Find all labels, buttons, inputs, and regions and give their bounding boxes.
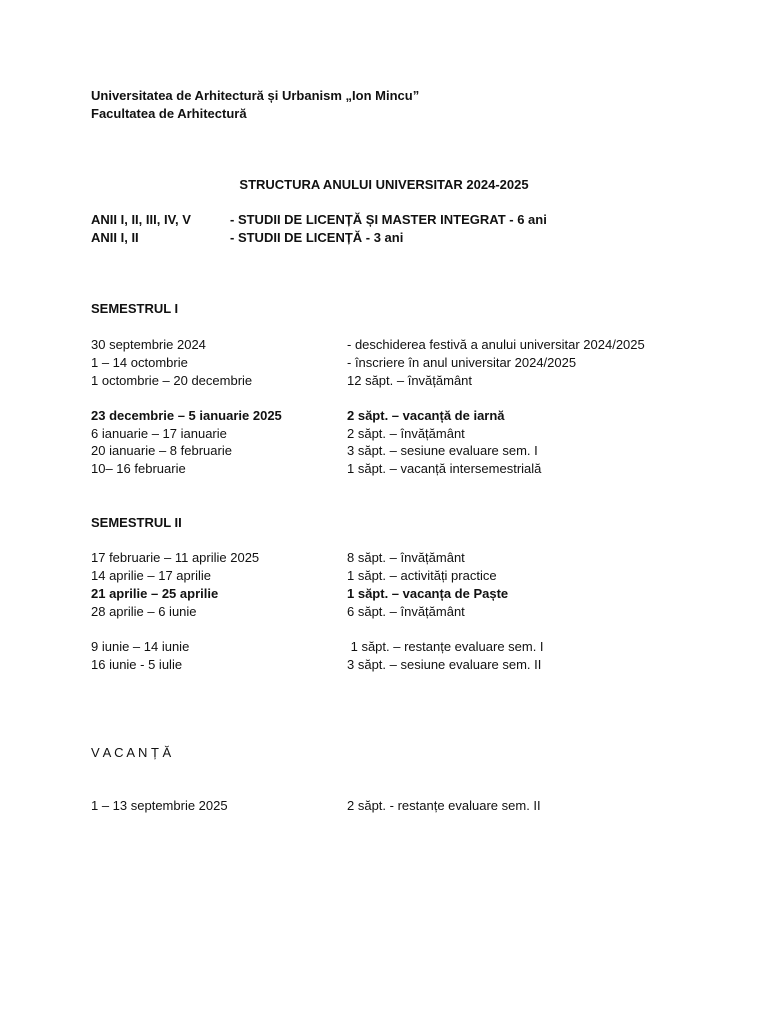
schedule-activity: 1 săpt. – vacanță intersemestrială [347, 461, 542, 476]
university-name: Universitatea de Arhitectură și Urbanism „Ion Mincu” [91, 88, 420, 103]
schedule-activity: 3 săpt. – sesiune evaluare sem. II [347, 657, 542, 672]
schedule-date: 28 aprilie – 6 iunie [91, 604, 197, 619]
document-title: STRUCTURA ANULUI UNIVERSITAR 2024-2025 [239, 177, 529, 192]
schedule-date: 30 septembrie 2024 [91, 337, 206, 352]
schedule-date: 20 ianuarie – 8 februarie [91, 443, 232, 458]
schedule-activity: - deschiderea festivă a anului universitar 2024/2025 [347, 337, 645, 352]
schedule-activity: 8 săpt. – învățământ [347, 550, 465, 565]
schedule-date: 9 iunie – 14 iunie [91, 639, 190, 654]
schedule-activity: 1 săpt. – restanțe evaluare sem. I [347, 639, 544, 654]
schedule-date: 16 iunie - 5 iulie [91, 657, 183, 672]
program-years: ANII I, II, III, IV, V [91, 212, 191, 227]
schedule-date: 1 octombrie – 20 decembrie [91, 373, 253, 388]
schedule-activity: 2 săpt. - restanțe evaluare sem. II [347, 798, 541, 813]
schedule-date: 6 ianuarie – 17 ianuarie [91, 426, 227, 441]
faculty-name: Facultatea de Arhitectură [91, 106, 247, 121]
semester-2-heading: SEMESTRUL II [91, 515, 182, 530]
schedule-date: 23 decembrie – 5 ianuarie 2025 [91, 408, 282, 423]
schedule-activity: 1 săpt. – activități practice [347, 568, 497, 583]
schedule-date: 10– 16 februarie [91, 461, 186, 476]
schedule-activity: 1 săpt. – vacanța de Paște [347, 586, 509, 601]
schedule-activity: - înscriere în anul universitar 2024/2025 [347, 355, 577, 370]
semester-1-heading: SEMESTRUL I [91, 301, 179, 316]
program-description: - STUDII DE LICENȚĂ ȘI MASTER INTEGRAT - 6 ani [230, 212, 547, 227]
schedule-date: 1 – 13 septembrie 2025 [91, 798, 228, 813]
schedule-date: 17 februarie – 11 aprilie 2025 [91, 550, 260, 565]
schedule-date: 14 aprilie – 17 aprilie [91, 568, 211, 583]
schedule-activity: 2 săpt. – vacanță de iarnă [347, 408, 505, 423]
schedule-activity: 6 săpt. – învățământ [347, 604, 465, 619]
schedule-date: 1 – 14 octombrie [91, 355, 188, 370]
schedule-activity: 3 săpt. – sesiune evaluare sem. I [347, 443, 538, 458]
program-description: - STUDII DE LICENȚĂ - 3 ani [230, 230, 404, 245]
program-years: ANII I, II [91, 230, 139, 245]
schedule-activity: 12 săpt. – învățământ [347, 373, 473, 388]
schedule-activity: 2 săpt. – învățământ [347, 426, 465, 441]
schedule-date: 21 aprilie – 25 aprilie [91, 586, 219, 601]
vacation-heading: V A C A N Ț Ă [91, 745, 172, 760]
